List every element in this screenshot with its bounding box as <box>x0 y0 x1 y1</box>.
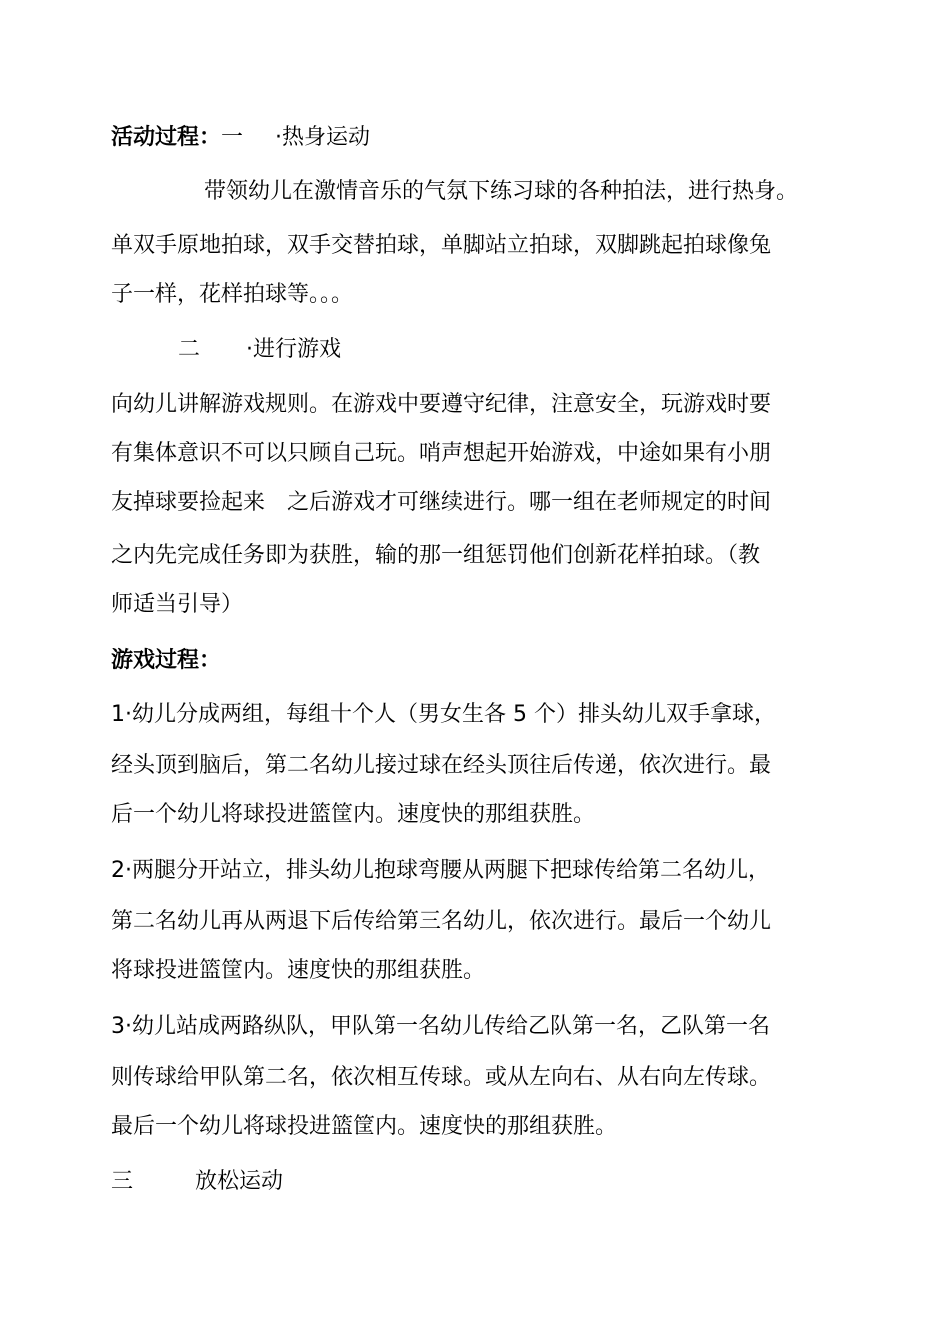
paragraph-fragment: 之后游戏才可继续进行。哪一组在老师规定的时间 <box>287 490 772 515</box>
step3-line: 最后一个幼儿将球投进篮筐内。速度快的那组获胜。 <box>111 1114 618 1139</box>
step2-line: 2·两腿分开站立，排头幼儿抱球弯腰从两腿下把球传给第二名幼儿， <box>111 858 770 883</box>
step2-line: 将球投进篮筐内。速度快的那组获胜。 <box>111 958 486 983</box>
paragraph-line <box>111 488 771 518</box>
paragraph-line: 之内先完成任务即为获胜，输的那一组惩罚他们创新花样拍球。（教 <box>111 543 761 568</box>
section1-number: 一 <box>221 125 244 150</box>
paragraph-line: 单双手原地拍球，双手交替拍球，单脚站立拍球，双脚跳起拍球像兔 <box>111 233 772 258</box>
paragraph-fragment: 友掉球要捡起来 <box>111 490 266 515</box>
step2-line: 第二名幼儿再从两退下后传给第三名幼儿，依次进行。最后一个幼儿 <box>111 909 772 934</box>
section3-title: 放松运动 <box>195 1169 284 1194</box>
step1-line: 后一个幼儿将球投进篮筐内。速度快的那组获胜。 <box>111 802 596 827</box>
activity-process-label: 活动过程： <box>111 125 222 150</box>
paragraph-line: 师适当引导） <box>111 592 244 617</box>
paragraph-line: 向幼儿讲解游戏规则。在游戏中要遵守纪律，注意安全，玩游戏时要 <box>111 392 772 417</box>
step3-line: 3·幼儿站成两路纵队，甲队第一名幼儿传给乙队第一名，乙队第一名 <box>111 1014 770 1039</box>
paragraph-line: 带领幼儿在激情音乐的气氛下练习球的各种拍法，进行热身。 <box>204 179 799 204</box>
section2-title: ·进行游戏 <box>246 337 342 362</box>
section2-heading <box>178 335 341 365</box>
section2-number: 二 <box>178 337 201 362</box>
step3-line: 则传球给甲队第二名，依次相互传球。或从左向右、从右向左传球。 <box>111 1065 772 1090</box>
paragraph-line: 子一样，花样拍球等。。。 <box>111 282 354 307</box>
section3-heading <box>111 1167 283 1197</box>
section1-heading <box>111 123 370 153</box>
paragraph-line: 有集体意识不可以只顾自己玩。哨声想起开始游戏，中途如果有小朋 <box>111 441 772 466</box>
game-process-heading: 游戏过程： <box>111 648 222 673</box>
section1-title: ·热身运动 <box>275 125 371 150</box>
section3-number: 三 <box>111 1169 134 1194</box>
step1-line: 1·幼儿分成两组，每组十个人（男女生各 5 个）排头幼儿双手拿球， <box>111 702 776 727</box>
step1-line: 经头顶到脑后，第二名幼儿接过球在经头顶往后传递，依次进行。最 <box>111 753 772 778</box>
